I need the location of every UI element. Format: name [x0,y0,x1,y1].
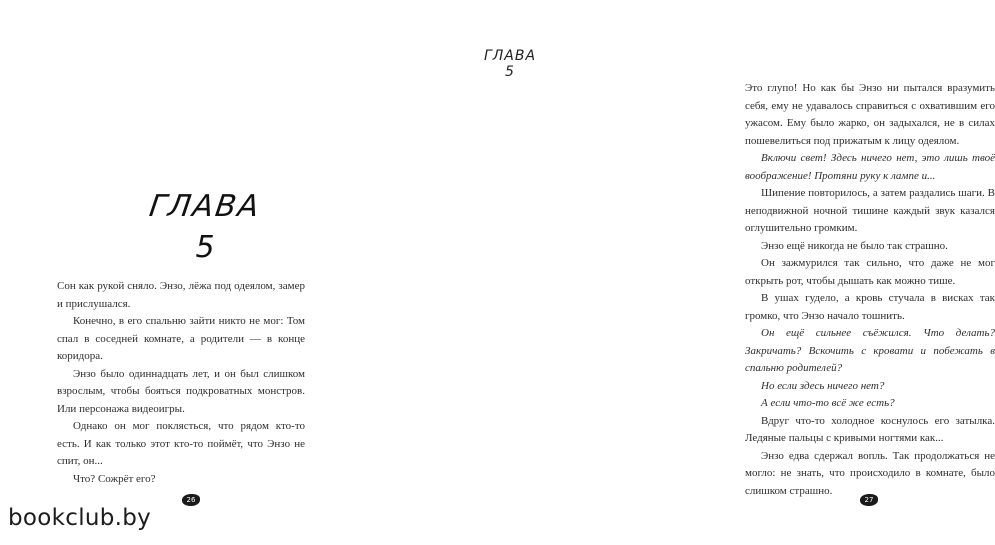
left-page-text [57,278,305,488]
paragraph: Это глупо! Но как бы Энзо ни пытался вразумить себя, ему не удавалось справиться с охватившим его ужасом. Ему было жарко, он задыхался, не в силах пошевелиться под прижатым к лицу одеялом. [745,82,995,147]
paragraph: Включи свет! Здесь ничего нет, это лишь твоё воображение! Протяни руку к лампе и... [745,152,995,182]
running-head: ГЛАВА 5 [483,48,537,80]
watermark: bookclub.by [8,505,152,531]
paragraph: Сон как рукой сняло. Энзо, лёжа под одеялом, замер и прислушался. [57,280,305,310]
paragraph: Энзо было одиннадцать лет, и он был слишком взрослым, чтобы бояться подкроватных монстров. Или персонажа видеоигры. [57,367,305,415]
left-page [0,0,350,545]
paragraph: Конечно, в его спальню зайти никто не мог: Том спал в соседней комнате, а родители — в конце коридора. [57,315,305,362]
paragraph: А если что-то всё же есть? [761,397,895,409]
right-page-text [745,80,995,500]
paragraph: Энзо ещё никогда не было так страшно. [761,239,948,252]
paragraph: В ушах гудело, а кровь стучала в висках так громко, что Энзо начало тошнить. [745,292,995,322]
paragraph: Он ещё сильнее съёжился. Что делать? Закричать? Вскочить с кровати и побежать в спальню родителей? [745,327,995,374]
paragraph: Вдруг что-то холодное коснулось его затылка. Ледяные пальцы с кривыми ногтями как... [745,414,995,444]
page-number-badge-left: 26 [182,494,200,506]
chapter-heading [145,188,265,268]
page-number-badge-right: 27 [860,494,878,506]
paragraph: Но если здесь ничего нет? [761,379,885,392]
chapter-word: ГЛАВА [147,189,263,224]
paragraph: Однако он мог поклясться, что рядом кто-то есть. И как только этот кто-то поймёт, что Энзо не спит, он... [57,420,305,467]
chapter-number: 5 [195,230,215,265]
paragraph: Он зажмурился так сильно, что даже не мог открыть рот, чтобы дышать как можно тише. [745,257,995,287]
paragraph: Шипение повторилось, а затем раздались шаги. В неподвижной ночной тишине каждый звук казался оглушительно громким. [745,187,995,234]
paragraph: Что? Сожрёт его? [73,472,156,485]
right-page [350,0,995,545]
paragraph: Энзо едва сдержал вопль. Так продолжаться не могло: не знать, что происходило в комнате, было слишком страшно. [745,449,995,497]
